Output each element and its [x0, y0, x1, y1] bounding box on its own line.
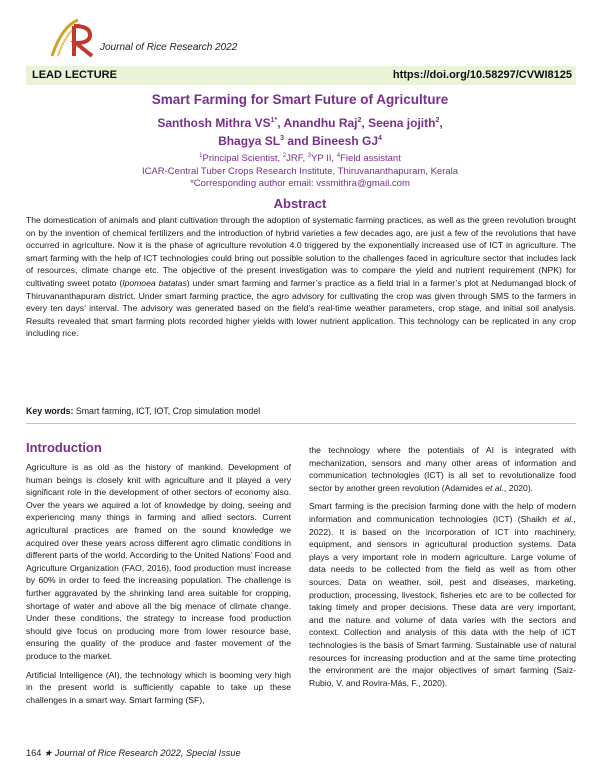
header-band	[26, 66, 576, 85]
paragraph: the technology where the potentials of AI is integrated with mechanization, sensors and many other areas of information and communication technologies (ICT) is all set to revolutionalize food sector by another green revolution (Adamides et al., 2020).	[309, 445, 576, 493]
doi-link[interactable]: https://doi.org/10.58297/CVWI8125	[392, 69, 572, 81]
introduction-heading: Introduction	[26, 440, 102, 455]
journal-logo	[44, 16, 100, 60]
institute: ICAR-Central Tuber Crops Research Institute, Thiruvananthapuram, Kerala	[141, 165, 459, 177]
keywords	[26, 406, 576, 416]
page-footer	[26, 748, 241, 759]
star-icon: ★	[43, 748, 53, 758]
keywords-label: Key words:	[26, 406, 74, 416]
author-list	[0, 113, 600, 149]
paper-title: Smart Farming for Smart Future of Agriculture	[151, 92, 449, 107]
paragraph: Artificial Intelligence (AI), the technology which is booming very high in the present world is sufficiently capable to take up these challenges in a smart way. Smart farming (SF),	[26, 669, 291, 705]
body-column-left	[26, 461, 291, 712]
body-column-right	[309, 444, 576, 695]
journal-header-title: Journal of Rice Research 2022	[100, 42, 238, 53]
section-label: LEAD LECTURE	[32, 69, 117, 81]
author-line-2: Bhagya $SL^3$ and Bineesh $GJ^4$	[218, 134, 382, 148]
abstract-heading: Abstract	[273, 196, 327, 211]
page-number: 164	[26, 748, 42, 758]
keywords-value: Smart farming, ICT, IOT, Crop simulation model	[73, 406, 261, 416]
footer-journal: Journal of Rice Research 2022, Special Issue	[54, 748, 241, 758]
paragraph: Smart farming is the precision farming done with the help of modern information and communication technologies (ICT) (Shaikh et al., 2022). It is based on the incorporation of ICT into machinery, equipment, and sensors in agricultural production systems. Data plays a very important role in modern agriculture. Large volume of data needs to be collected from the field as well as from other sources. Data on weather, soil, pest and diseases, marketing, production, processing, livestock, fisheries etc are to be collected for taking timely and proper decisions. These data are very important, and the nature and volume of data varies with the sectors and context. Collection and analysis of this data with the help of ICT technologies is the basis of Smart farming. Sustainable use of natural resources for increasing production and at the same time protecting the environment are the major objectives of smart farming (Saiz-Rubio, V. and Rovira-Más, F., 2020).	[309, 501, 576, 688]
abstract-text: The domestication of animals and plant cultivation through the adoption of systematic farming practices, as well as the green revolution brought on by the invention of chemical fertilizers and the introduction of hybrid varieties a few decades ago, are just a few of the revolutions that have occurred in agriculture. Now it is the phase of agriculture revolution 4.0 triggered by the exponentially increased use of ICT in agriculture. The smart farming with the help of ICT technologies could bring out possible solution to the challenges faced in agriculture sector that includes lack of resources, climate change etc. The objective of the present investigation was to compare the yield and nutrient requirement (NPK) for cultivating sweet potato (Ipomoea batatas) under smart farming and farmer’s practice as a field trial in a farmer’s plot at Nedumangad block of Thiruvananthapuram district. Under smart farming practice, the agro advisory for cultivating the crop was given through SMS to the farmers in every ten days’ interval. The advisory was generated based on the field’s real-time weather parameters, crop stage, and initial soil analysis. Results revealed that smart farming plots recorded higher yields with lower nutrient application. This technology can be replicated in any crop including rice.	[26, 215, 576, 339]
paragraph: Agriculture is as old as the history of mankind. Development of human beings is closely knit with agriculture and it played a very significant role in the development of other sectors of economy also. Over the years we aquired a lot of knowledge by doing, seeing and experiencing many things in farming and allied sectors. Current agricultural practices are framed on the sound knowledge we acquired over these years across different agro climatic conditions in different parts of the world. According to the United Nations’ Food and Agriculture Organization (FAO, 2016), food production must increase by 60% in order to feed the increasing population. The challenge is further aggravated by the shrinking land area suitable for cropping, shortage of water and above all the big menace of climate change. Under these conditions, the strategy to increase food production should give focus on producing more from lower resource base, ensuring the quality of the produce and faster movement of the produce to the market.	[26, 462, 291, 661]
affiliations	[0, 150, 600, 191]
author-roles: $^1$Principal Scientist, $^2$JRF, $^3$YP II, $^4$Field assistant	[199, 153, 401, 165]
divider	[26, 423, 576, 424]
corresponding-author-email: *Corresponding author email: vssmithra@gmail.com	[190, 178, 410, 190]
author-line-1: Santhosh Mithra $VS^{1*}$, Anandhu Raj$^2$, Seena jojith$^2$,	[157, 116, 443, 130]
